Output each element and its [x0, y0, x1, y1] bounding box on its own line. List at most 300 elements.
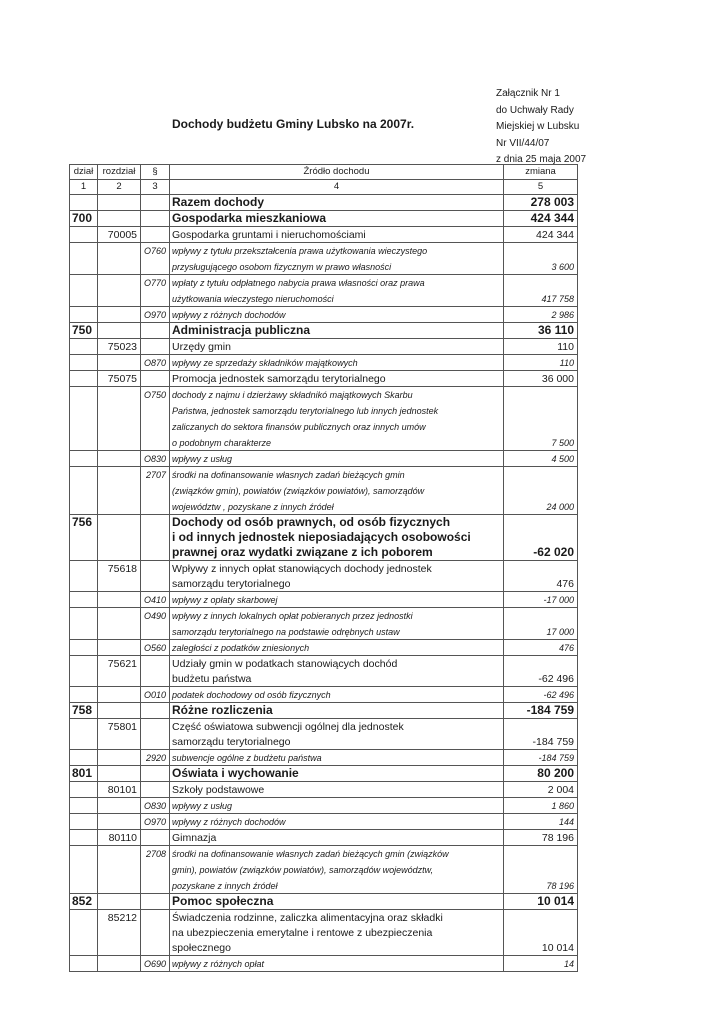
- table-row: [70, 545, 578, 561]
- paragraph-cell: [141, 894, 170, 910]
- dzial-cell: [70, 656, 98, 672]
- table-row: [70, 195, 578, 211]
- paragraph-cell: [141, 656, 170, 672]
- table-row: [70, 608, 578, 624]
- rozdzial-cell: [98, 687, 141, 703]
- rozdzial-cell: [98, 451, 141, 467]
- paragraph-cell: [141, 782, 170, 798]
- source-cell: Urzędy gmin: [170, 339, 504, 355]
- table-row: [70, 451, 578, 467]
- paragraph-cell: [141, 910, 170, 926]
- source-cell: podatek dochodowy od osób fizycznych: [170, 687, 504, 703]
- source-cell: subwencje ogólne z budżetu państwa: [170, 750, 504, 766]
- table-row: [70, 418, 578, 434]
- annex-line: Nr VII/44/07: [496, 137, 550, 149]
- paragraph-cell: 2708: [141, 846, 170, 862]
- rozdzial-cell: [98, 814, 141, 830]
- source-cell: Świadczenia rodzinne, zaliczka alimentacyjna oraz składki: [170, 910, 504, 926]
- paragraph-cell: [141, 576, 170, 592]
- header-row: [70, 165, 578, 180]
- dzial-cell: [70, 925, 98, 940]
- paragraph-cell: 2920: [141, 750, 170, 766]
- change-cell: [504, 910, 578, 926]
- paragraph-cell: O970: [141, 814, 170, 830]
- dzial-cell: [70, 608, 98, 624]
- rozdzial-cell: [98, 290, 141, 307]
- table-row: [70, 814, 578, 830]
- paragraph-cell: [141, 227, 170, 243]
- rozdzial-cell: [98, 703, 141, 719]
- source-cell: wpływy z innych lokalnych opłat pobieranych przez jednostki: [170, 608, 504, 624]
- dzial-cell: [70, 355, 98, 371]
- source-cell: Udziały gmin w podatkach stanowiących dochód: [170, 656, 504, 672]
- dzial-cell: [70, 910, 98, 926]
- rozdzial-cell: [98, 846, 141, 862]
- paragraph-cell: [141, 339, 170, 355]
- paragraph-cell: [141, 258, 170, 275]
- change-cell: -184 759: [504, 734, 578, 750]
- change-cell: 78 196: [504, 877, 578, 894]
- source-cell: wpływy z różnych opłat: [170, 956, 504, 972]
- table-row: [70, 782, 578, 798]
- annex-line: do Uchwały Rady: [496, 104, 574, 116]
- source-cell: Wpływy z innych opłat stanowiących dochody jednostek: [170, 561, 504, 577]
- source-cell: środki na dofinansowanie własnych zadań bieżących gmin (związków: [170, 846, 504, 862]
- paragraph-cell: 2707: [141, 467, 170, 483]
- paragraph-cell: O970: [141, 307, 170, 323]
- change-cell: [504, 467, 578, 483]
- dzial-cell: [70, 307, 98, 323]
- rozdzial-cell: [98, 545, 141, 561]
- paragraph-cell: O690: [141, 956, 170, 972]
- change-cell: [504, 719, 578, 735]
- dzial-cell: [70, 402, 98, 418]
- source-cell: Oświata i wychowanie: [170, 766, 504, 782]
- paragraph-cell: [141, 290, 170, 307]
- header-source: Źródło dochodu: [170, 165, 504, 180]
- table-row: [70, 846, 578, 862]
- table-row: [70, 956, 578, 972]
- change-cell: -184 759: [504, 703, 578, 719]
- source-cell: Administracja publiczna: [170, 323, 504, 339]
- dzial-cell: [70, 956, 98, 972]
- paragraph-cell: [141, 719, 170, 735]
- dzial-cell: [70, 640, 98, 656]
- change-cell: 7 500: [504, 434, 578, 451]
- source-cell: przysługującego osobom fizycznym w prawo własności: [170, 258, 504, 275]
- table-row: [70, 258, 578, 275]
- source-cell: gmin), powiatów (związków powiatów), samorządów województw,: [170, 861, 504, 877]
- dzial-cell: [70, 798, 98, 814]
- change-cell: [504, 846, 578, 862]
- rozdzial-cell: [98, 482, 141, 498]
- rozdzial-cell: [98, 877, 141, 894]
- source-cell: samorządu terytorialnego: [170, 734, 504, 750]
- dzial-cell: [70, 687, 98, 703]
- change-cell: 24 000: [504, 498, 578, 515]
- annex-line: z dnia 25 maja 2007: [496, 154, 587, 165]
- paragraph-cell: [141, 530, 170, 545]
- dzial-cell: [70, 846, 98, 862]
- table-row: [70, 275, 578, 291]
- rozdzial-cell: [98, 243, 141, 259]
- column-number: 1: [70, 180, 98, 195]
- dzial-cell: [70, 387, 98, 403]
- change-cell: [504, 861, 578, 877]
- paragraph-cell: [141, 671, 170, 687]
- paragraph-cell: [141, 545, 170, 561]
- change-cell: [504, 243, 578, 259]
- rozdzial-cell: [98, 355, 141, 371]
- change-cell: 424 344: [504, 227, 578, 243]
- table-row: [70, 656, 578, 672]
- header-dzial: dział: [70, 165, 98, 180]
- dzial-cell: [70, 451, 98, 467]
- table-row: [70, 339, 578, 355]
- source-cell: użytkowania wieczystego nieruchomości: [170, 290, 504, 307]
- change-cell: 2 004: [504, 782, 578, 798]
- rozdzial-cell: [98, 418, 141, 434]
- table-row: [70, 323, 578, 339]
- dzial-cell: [70, 339, 98, 355]
- dzial-cell: [70, 561, 98, 577]
- table-row: [70, 515, 578, 531]
- paragraph-cell: O560: [141, 640, 170, 656]
- annex-line: Załącznik Nr 1: [496, 88, 560, 99]
- rozdzial-cell: [98, 275, 141, 291]
- table-row: [70, 243, 578, 259]
- source-cell: województw , pozyskane z innych źródeł: [170, 498, 504, 515]
- dzial-cell: 750: [70, 323, 98, 339]
- source-cell: Dochody od osób prawnych, od osób fizycznych: [170, 515, 504, 531]
- table-row: [70, 387, 578, 403]
- change-cell: -62 496: [504, 687, 578, 703]
- change-cell: -17 000: [504, 592, 578, 608]
- column-number: 5: [504, 180, 578, 195]
- table-row: [70, 798, 578, 814]
- table-row: [70, 467, 578, 483]
- change-cell: 10 014: [504, 940, 578, 956]
- paragraph-cell: [141, 498, 170, 515]
- rozdzial-cell: [98, 623, 141, 640]
- source-cell: wpływy z opłaty skarbowej: [170, 592, 504, 608]
- paragraph-cell: [141, 402, 170, 418]
- table-row: [70, 894, 578, 910]
- change-cell: [504, 418, 578, 434]
- rozdzial-cell: [98, 576, 141, 592]
- change-cell: [504, 402, 578, 418]
- rozdzial-cell: 75075: [98, 371, 141, 387]
- paragraph-cell: O750: [141, 387, 170, 403]
- paragraph-cell: [141, 371, 170, 387]
- column-number: 4: [170, 180, 504, 195]
- change-cell: 14: [504, 956, 578, 972]
- source-cell: dochody z najmu i dzierżawy składnikó majątkowych Skarbu: [170, 387, 504, 403]
- dzial-cell: [70, 814, 98, 830]
- paragraph-cell: O830: [141, 798, 170, 814]
- annex-note: [496, 86, 586, 169]
- rozdzial-cell: 75618: [98, 561, 141, 577]
- rozdzial-cell: 75023: [98, 339, 141, 355]
- dzial-cell: [70, 830, 98, 846]
- paragraph-cell: [141, 861, 170, 877]
- dzial-cell: [70, 576, 98, 592]
- source-cell: wpływy z usług: [170, 798, 504, 814]
- source-cell: zaległości z podatków zniesionych: [170, 640, 504, 656]
- paragraph-cell: [141, 323, 170, 339]
- table-row: [70, 830, 578, 846]
- table-row: [70, 402, 578, 418]
- change-cell: 110: [504, 355, 578, 371]
- rozdzial-cell: 80101: [98, 782, 141, 798]
- dzial-cell: [70, 195, 98, 211]
- source-cell: o podobnym charakterze: [170, 434, 504, 451]
- change-cell: 424 344: [504, 211, 578, 227]
- rozdzial-cell: [98, 323, 141, 339]
- table-row: [70, 211, 578, 227]
- dzial-cell: [70, 258, 98, 275]
- table-row: [70, 623, 578, 640]
- source-cell: (związków gmin), powiatów (związków powiatów), samorządów: [170, 482, 504, 498]
- change-cell: 80 200: [504, 766, 578, 782]
- header-rozdzial: rozdział: [98, 165, 141, 180]
- header-paragraph: §: [141, 165, 170, 180]
- dzial-cell: [70, 498, 98, 515]
- source-cell: wpłaty z tytułu odpłatnego nabycia prawa własności oraz prawa: [170, 275, 504, 291]
- source-cell: budżetu państwa: [170, 671, 504, 687]
- change-cell: [504, 561, 578, 577]
- source-cell: Promocja jednostek samorządu terytorialnego: [170, 371, 504, 387]
- source-cell: Razem dochody: [170, 195, 504, 211]
- budget-table: [69, 164, 578, 972]
- rozdzial-cell: [98, 956, 141, 972]
- dzial-cell: [70, 940, 98, 956]
- paragraph-cell: [141, 830, 170, 846]
- dzial-cell: 756: [70, 515, 98, 531]
- table-row: [70, 371, 578, 387]
- rozdzial-cell: [98, 940, 141, 956]
- rozdzial-cell: [98, 498, 141, 515]
- paragraph-cell: [141, 925, 170, 940]
- dzial-cell: 801: [70, 766, 98, 782]
- rozdzial-cell: [98, 530, 141, 545]
- change-cell: [504, 656, 578, 672]
- source-cell: wpływy ze sprzedaży składników majątkowych: [170, 355, 504, 371]
- table-row: [70, 561, 578, 577]
- paragraph-cell: [141, 482, 170, 498]
- paragraph-cell: O870: [141, 355, 170, 371]
- source-cell: Gimnazja: [170, 830, 504, 846]
- rozdzial-cell: [98, 608, 141, 624]
- change-cell: 2 986: [504, 307, 578, 323]
- source-cell: pozyskane z innych źródeł: [170, 877, 504, 894]
- rozdzial-cell: [98, 434, 141, 451]
- paragraph-cell: [141, 418, 170, 434]
- source-cell: samorządu terytorialnego: [170, 576, 504, 592]
- paragraph-cell: [141, 561, 170, 577]
- source-cell: Szkoły podstawowe: [170, 782, 504, 798]
- change-cell: 476: [504, 640, 578, 656]
- paragraph-cell: [141, 703, 170, 719]
- source-cell: środki na dofinansowanie własnych zadań bieżących gmin: [170, 467, 504, 483]
- change-cell: -62 020: [504, 545, 578, 561]
- table-row: [70, 766, 578, 782]
- dzial-cell: [70, 592, 98, 608]
- table-row: [70, 498, 578, 515]
- dzial-cell: [70, 482, 98, 498]
- table-row: [70, 671, 578, 687]
- dzial-cell: [70, 750, 98, 766]
- source-cell: samorządu terytorialnego na podstawie odrębnych ustaw: [170, 623, 504, 640]
- paragraph-cell: [141, 211, 170, 227]
- paragraph-cell: O770: [141, 275, 170, 291]
- change-cell: [504, 482, 578, 498]
- change-cell: 144: [504, 814, 578, 830]
- dzial-cell: [70, 243, 98, 259]
- rozdzial-cell: [98, 671, 141, 687]
- change-cell: 36 110: [504, 323, 578, 339]
- paragraph-cell: [141, 766, 170, 782]
- paragraph-cell: [141, 877, 170, 894]
- paragraph-cell: [141, 195, 170, 211]
- table-row: [70, 592, 578, 608]
- rozdzial-cell: [98, 925, 141, 940]
- dzial-cell: [70, 434, 98, 451]
- paragraph-cell: O410: [141, 592, 170, 608]
- rozdzial-cell: [98, 307, 141, 323]
- change-cell: 278 003: [504, 195, 578, 211]
- change-cell: 110: [504, 339, 578, 355]
- header-change: zmiana: [504, 165, 578, 180]
- table-row: [70, 530, 578, 545]
- table-row: [70, 576, 578, 592]
- change-cell: [504, 515, 578, 531]
- change-cell: 1 860: [504, 798, 578, 814]
- source-cell: Pomoc społeczna: [170, 894, 504, 910]
- dzial-cell: [70, 418, 98, 434]
- rozdzial-cell: [98, 640, 141, 656]
- dzial-cell: [70, 545, 98, 561]
- column-number: 2: [98, 180, 141, 195]
- dzial-cell: [70, 877, 98, 894]
- rozdzial-cell: [98, 387, 141, 403]
- change-cell: -62 496: [504, 671, 578, 687]
- dzial-cell: [70, 467, 98, 483]
- column-numbers-row: [70, 180, 578, 195]
- rozdzial-cell: [98, 798, 141, 814]
- dzial-cell: [70, 782, 98, 798]
- source-cell: wpływy z różnych dochodów: [170, 814, 504, 830]
- annex-line: Miejskiej w Lubsku: [496, 121, 580, 132]
- table-row: [70, 734, 578, 750]
- source-cell: Część oświatowa subwencji ogólnej dla jednostek: [170, 719, 504, 735]
- paragraph-cell: O010: [141, 687, 170, 703]
- dzial-cell: 700: [70, 211, 98, 227]
- change-cell: [504, 530, 578, 545]
- source-cell: wpływy z usług: [170, 451, 504, 467]
- dzial-cell: [70, 719, 98, 735]
- paragraph-cell: [141, 515, 170, 531]
- source-cell: Państwa, jednostek samorządu terytorialnego lub innych jednostek: [170, 402, 504, 418]
- rozdzial-cell: [98, 592, 141, 608]
- dzial-cell: [70, 623, 98, 640]
- column-number: 3: [141, 180, 170, 195]
- rozdzial-cell: [98, 195, 141, 211]
- change-cell: 36 000: [504, 371, 578, 387]
- dzial-cell: [70, 734, 98, 750]
- dzial-cell: [70, 290, 98, 307]
- table-row: [70, 750, 578, 766]
- source-cell: na ubezpieczenia emerytalne i rentowe z ubezpieczenia: [170, 925, 504, 940]
- rozdzial-cell: [98, 734, 141, 750]
- paragraph-cell: [141, 623, 170, 640]
- paragraph-cell: [141, 940, 170, 956]
- change-cell: -184 759: [504, 750, 578, 766]
- table-row: [70, 910, 578, 926]
- paragraph-cell: O760: [141, 243, 170, 259]
- page-title: Dochody budżetu Gminy Lubsko na 2007r.: [172, 117, 415, 131]
- table-row: [70, 940, 578, 956]
- change-cell: 17 000: [504, 623, 578, 640]
- rozdzial-cell: 75801: [98, 719, 141, 735]
- source-cell: Gospodarka gruntami i nieruchomościami: [170, 227, 504, 243]
- rozdzial-cell: [98, 750, 141, 766]
- dzial-cell: [70, 671, 98, 687]
- table-row: [70, 290, 578, 307]
- dzial-cell: [70, 861, 98, 877]
- rozdzial-cell: [98, 467, 141, 483]
- source-cell: społecznego: [170, 940, 504, 956]
- dzial-cell: [70, 371, 98, 387]
- dzial-cell: [70, 275, 98, 291]
- table-row: [70, 877, 578, 894]
- paragraph-cell: O830: [141, 451, 170, 467]
- rozdzial-cell: 85212: [98, 910, 141, 926]
- rozdzial-cell: 70005: [98, 227, 141, 243]
- source-cell: Gospodarka mieszkaniowa: [170, 211, 504, 227]
- change-cell: 10 014: [504, 894, 578, 910]
- dzial-cell: [70, 530, 98, 545]
- table-row: [70, 482, 578, 498]
- rozdzial-cell: [98, 766, 141, 782]
- rozdzial-cell: [98, 258, 141, 275]
- source-cell: zaliczanych do sektora finansów publicznych oraz innych umów: [170, 418, 504, 434]
- rozdzial-cell: [98, 894, 141, 910]
- source-cell: wpływy z różnych dochodów: [170, 307, 504, 323]
- table-row: [70, 227, 578, 243]
- change-cell: [504, 608, 578, 624]
- dzial-cell: 852: [70, 894, 98, 910]
- table-row: [70, 434, 578, 451]
- dzial-cell: 758: [70, 703, 98, 719]
- table-row: [70, 861, 578, 877]
- table-row: [70, 703, 578, 719]
- table-row: [70, 925, 578, 940]
- rozdzial-cell: [98, 515, 141, 531]
- table-row: [70, 719, 578, 735]
- table-row: [70, 687, 578, 703]
- change-cell: 417 758: [504, 290, 578, 307]
- rozdzial-cell: 80110: [98, 830, 141, 846]
- rozdzial-cell: [98, 402, 141, 418]
- change-cell: 4 500: [504, 451, 578, 467]
- source-cell: wpływy z tytułu przekształcenia prawa użytkowania wieczystego: [170, 243, 504, 259]
- paragraph-cell: O490: [141, 608, 170, 624]
- source-cell: Różne rozliczenia: [170, 703, 504, 719]
- change-cell: 476: [504, 576, 578, 592]
- table-row: [70, 355, 578, 371]
- change-cell: [504, 387, 578, 403]
